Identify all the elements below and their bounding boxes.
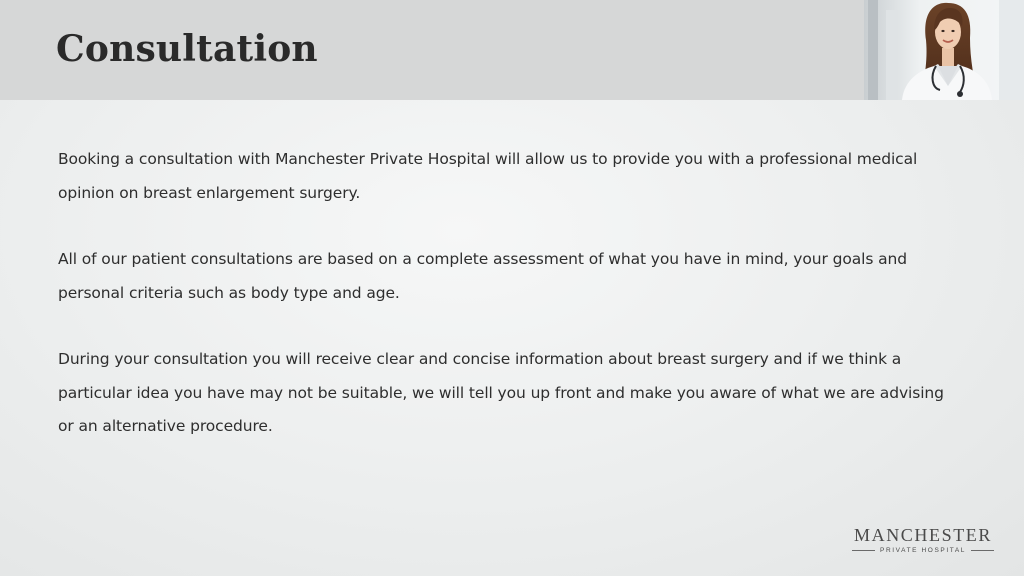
doctor-photo-icon xyxy=(864,0,1024,100)
hospital-logo xyxy=(852,524,994,555)
paragraph-assessment: All of our patient consultations are based on a complete assessment of what you have in mind, your goals and personal criteria such as body type and age. xyxy=(58,250,907,302)
logo-name: MANCHESTER xyxy=(853,525,992,545)
logo-subtitle-row xyxy=(852,546,994,555)
logo-divider-right xyxy=(971,550,994,551)
doctor-photo xyxy=(864,0,1024,100)
logo-divider-left xyxy=(852,550,875,551)
paragraph-booking: Booking a consultation with Manchester Private Hospital will allow us to provide you with a professional medical opinion on breast enlargement surgery. xyxy=(58,150,918,202)
slide-title: Consultation xyxy=(56,28,318,70)
paragraph-information: During your consultation you will receive clear and concise information about breast surgery and if we think a particular idea you have may not be suitable, we will tell you up front and make you aware of what we are advising or an alternative procedure. xyxy=(58,350,944,435)
logo-subtitle: PRIVATE HOSPITAL xyxy=(880,547,966,554)
body-text xyxy=(58,143,963,477)
